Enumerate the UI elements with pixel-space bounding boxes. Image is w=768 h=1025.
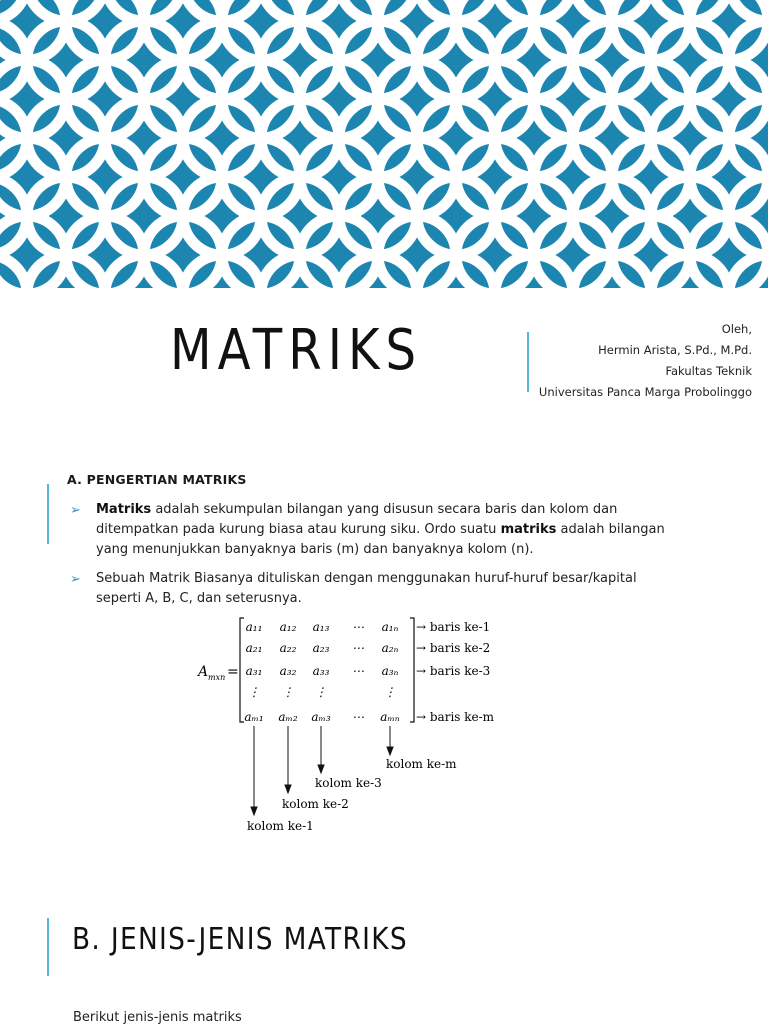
section-a-heading: A. PENGERTIAN MATRIKS <box>67 472 247 487</box>
left-bracket <box>240 618 244 722</box>
matrix-equals: = <box>227 664 239 680</box>
matrix-cell: aₘ₃ <box>311 710 331 724</box>
section-b-intro: Berikut jenis-jenis matriks <box>73 1010 242 1025</box>
matrix-lhs: A <box>198 664 209 680</box>
col-label-m: kolom ke-m <box>386 757 457 771</box>
page-title: MATRIKS <box>170 318 423 383</box>
arrowhead-col-3 <box>318 765 324 773</box>
matrix-cell: a₂₂ <box>279 641 297 655</box>
matrix-cell: ⋮ <box>384 685 396 699</box>
right-bracket <box>410 618 414 722</box>
author-faculty: Fakultas Teknik <box>665 364 752 378</box>
matrix-cell: ⋯ <box>352 641 364 655</box>
section-b-heading: B. JENIS-JENIS MATRIKS <box>72 922 408 957</box>
arrowhead-col-2 <box>285 785 291 793</box>
matrix-cell: a₃ₙ <box>381 664 399 678</box>
author-line-oleh: Oleh, <box>721 322 752 336</box>
matrix-cell: a₂₁ <box>245 641 263 655</box>
matrix-cell: a₃₃ <box>312 664 330 678</box>
author-block <box>539 319 752 403</box>
matrix-cell: aₘₙ <box>380 710 400 724</box>
term-matriks: Matriks <box>96 502 152 517</box>
matrix-cell: a₂₃ <box>312 641 330 655</box>
arrowhead-col-m <box>387 747 393 755</box>
section-b-accent-bar <box>47 918 49 976</box>
section-a-accent-bar <box>47 484 49 544</box>
arrow-right-icon: ➢ <box>70 503 81 518</box>
title-divider <box>527 332 529 392</box>
circle-pattern <box>0 0 768 288</box>
matrix-cell: a₃₁ <box>245 664 263 678</box>
definition-text-b: adalah bilangan yang menunjukkan banyaknya baris (m) dan banyaknya kolom (n). <box>96 522 665 557</box>
matrix-cell: ⋮ <box>248 685 260 699</box>
notation-text: Sebuah Matrik Biasanya dituliskan dengan menggunakan huruf-huruf besar/kapital seperti A, B, C, dan seterusnya. <box>96 571 637 606</box>
row-label-2: → baris ke-2 <box>416 641 491 655</box>
matrix-lhs-subscript: mxn <box>208 673 226 682</box>
row-label-3: → baris ke-3 <box>416 664 491 678</box>
matrix-diagram <box>190 610 530 840</box>
arrow-right-icon: ➢ <box>70 572 81 587</box>
term-matriks-2: matriks <box>500 522 557 537</box>
author-university: Universitas Panca Marga Probolinggo <box>538 385 752 399</box>
list-item <box>70 569 670 609</box>
matrix-cell: ⋮ <box>315 685 327 699</box>
matrix-cell: a₁₁ <box>245 620 263 634</box>
matrix-cell: a₁ₙ <box>381 620 399 634</box>
matrix-cell: a₁₂ <box>279 620 297 634</box>
header-banner <box>0 0 768 288</box>
matrix-cell: a₁₃ <box>312 620 330 634</box>
row-label-m: → baris ke-m <box>416 710 495 724</box>
row-label-1: → baris ke-1 <box>416 620 491 634</box>
definition-text-a: adalah sekumpulan bilangan yang disusun secara baris dan kolom dan ditempatkan pada kurung biasa atau kurung siku. Ordo suatu <box>96 502 618 537</box>
list-item <box>70 500 670 560</box>
matrix-cell: ⋯ <box>352 664 364 678</box>
author-name: Hermin Arista, S.Pd., M.Pd. <box>598 343 752 357</box>
matrix-cell: ⋮ <box>282 685 294 699</box>
definition-list <box>70 500 670 618</box>
matrix-cell: a₃₂ <box>279 664 297 678</box>
matrix-cell: ⋯ <box>352 620 364 634</box>
col-label-1: kolom ke-1 <box>247 819 314 833</box>
matrix-cell: aₘ₁ <box>244 710 264 724</box>
matrix-cell: ⋯ <box>352 710 364 724</box>
col-label-2: kolom ke-2 <box>282 797 349 811</box>
arrowhead-col-1 <box>251 807 257 815</box>
matrix-cell: a₂ₙ <box>381 641 399 655</box>
matrix-cell: aₘ₂ <box>278 710 298 724</box>
col-label-3: kolom ke-3 <box>315 776 382 790</box>
